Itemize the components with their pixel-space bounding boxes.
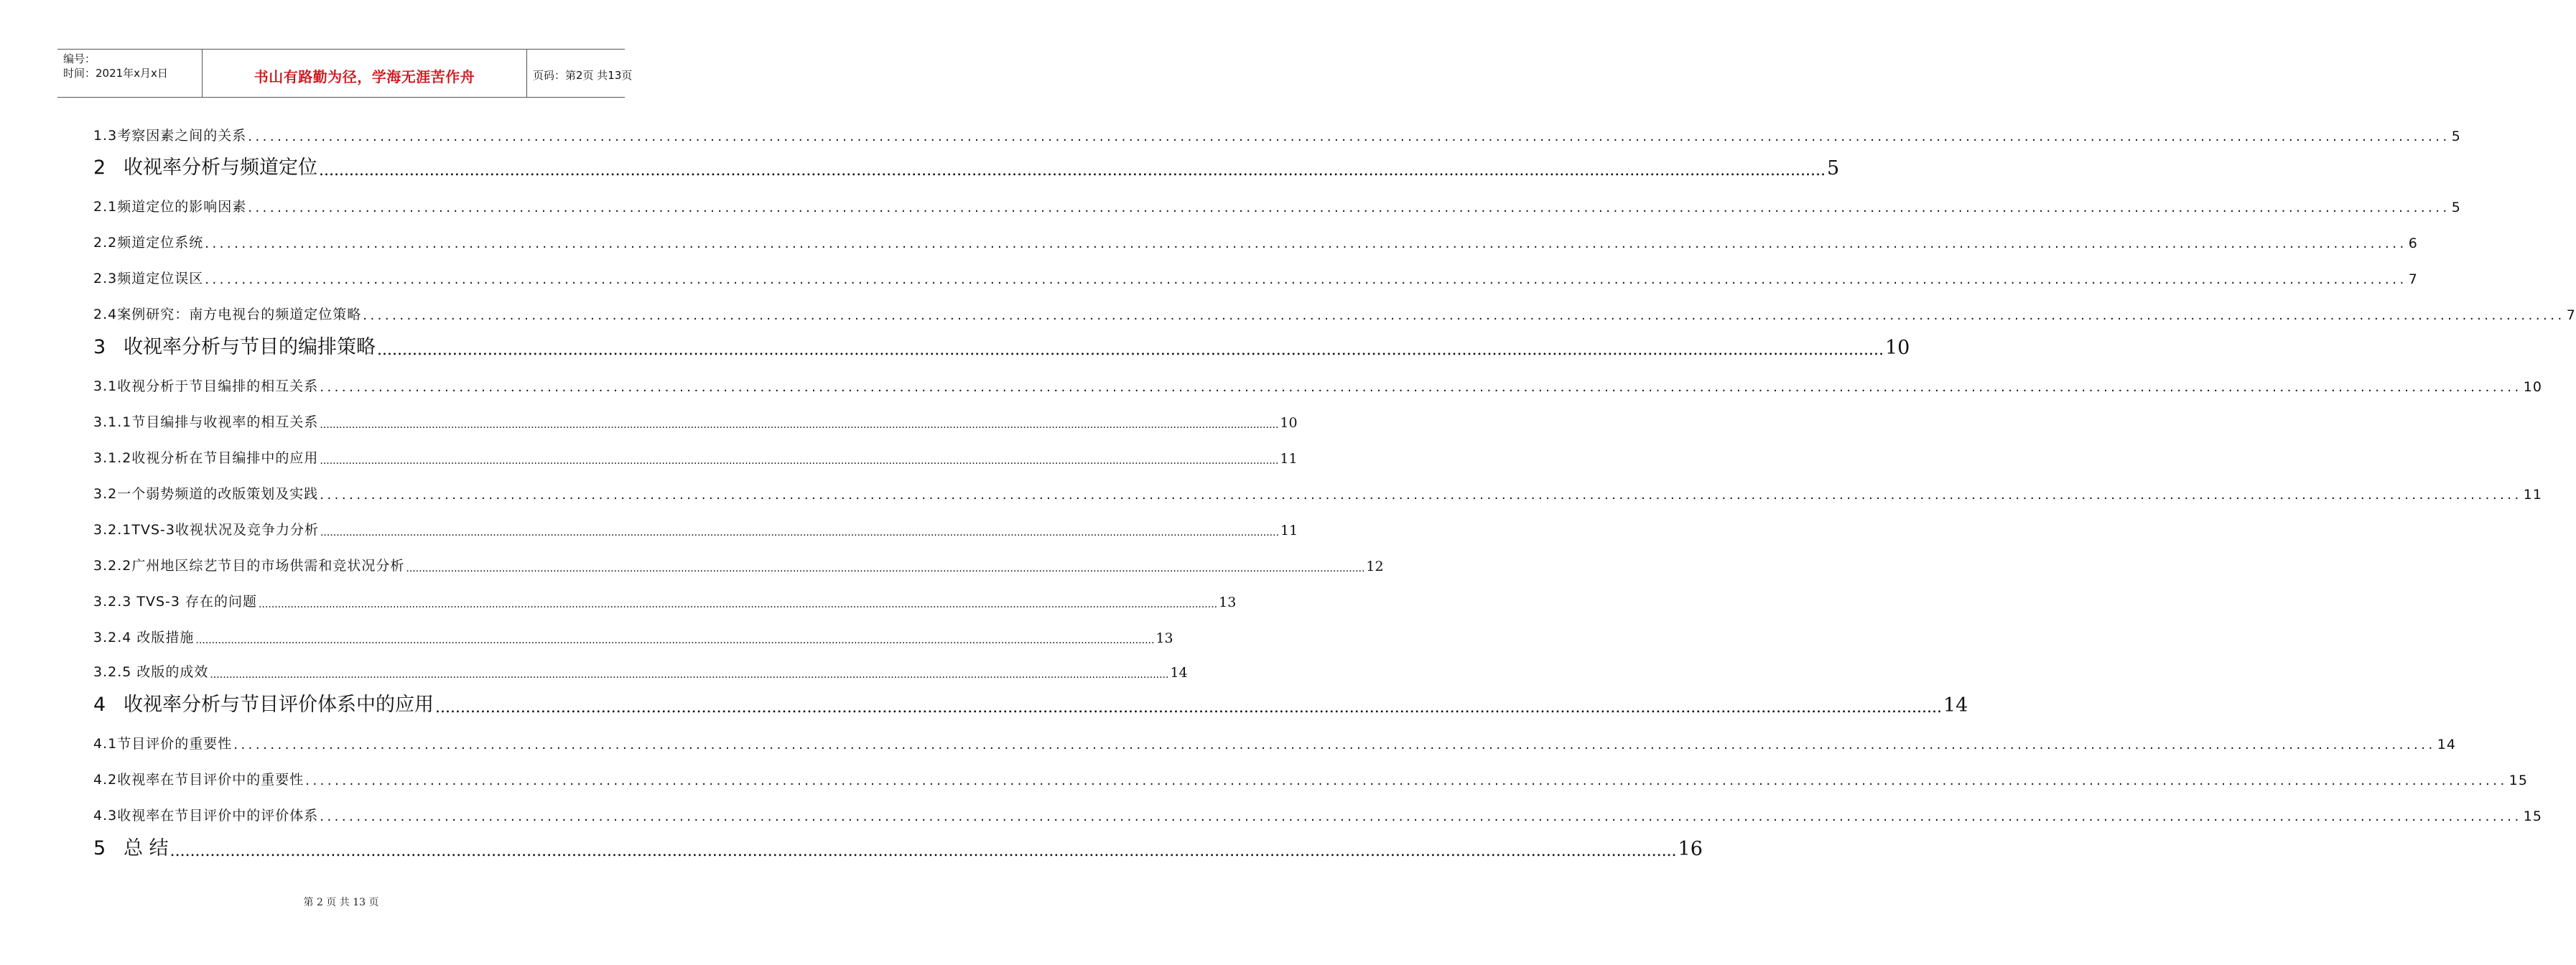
toc-entry[interactable] [93,191,2461,215]
toc-dot-leader: ............................................................................................................................................................................................................................................................................................................ [305,773,2508,788]
toc-page-number: 14 [2437,737,2456,752]
toc-dot-leader: ............................................................................................................................................................................................................................................................................................................ [319,162,1826,180]
toc-dot-leader: ............................................................................................................................................................................................................................................................................................................ [169,842,1677,860]
toc-entry-title: 2.1频道定位的影响因素 [93,199,247,215]
toc-page-number: 5 [2451,129,2461,144]
toc-entry[interactable] [93,263,2418,287]
toc-entry-title: 2.3频道定位误区 [93,271,204,286]
toc-dot-leader: ............................................................................................................................................................................................................................................................................................................ [320,488,2522,503]
toc-dot-leader: ............................................................................................................................................................................................................................................................................................................ [377,341,1884,359]
toc-chapter-number: 2 [93,157,106,179]
toc-page-number: 14 [1943,694,1968,717]
toc-entry-title: 3.2.5 改版的成效 [93,664,209,680]
date-label: 时间：2021年x月x日 [63,67,168,80]
toc-entry-title: 3.2.2广州地区综艺节目的市场供需和竞状况分析 [93,558,405,574]
toc-entry[interactable] [93,836,1703,860]
toc-dot-leader: ............................................................................................................................................................................................................................................................................................................ [320,419,1279,431]
toc-entry[interactable] [93,692,1968,717]
toc-dot-leader: ............................................................................................................................................................................................................................................................................................................ [248,129,2450,144]
toc-entry[interactable] [93,370,2542,395]
header-motto: 书山有路勤为径，学海无涯苦作舟 [254,68,475,85]
toc-entry[interactable] [93,155,1840,180]
toc-entry[interactable] [93,227,2418,251]
toc-dot-leader: ............................................................................................................................................................................................................................................................................................................ [259,599,1218,610]
toc-entry-title: 3.2.1TVS-3收视状况及竞争力分析 [93,522,319,538]
toc-page-number: 13 [1219,595,1237,610]
toc-page-number: 11 [1280,523,1298,539]
toc-entry-title: 2.2频道定位系统 [93,235,204,251]
toc-dot-leader: ............................................................................................................................................................................................................................................................................................................ [233,737,2436,752]
toc-page-number: 5 [1826,157,1840,180]
toc-entry[interactable] [93,586,1237,610]
toc-entry-title: 2.4案例研究：南方电视台的频道定位策略 [93,307,362,322]
toc-entry-title [93,832,169,860]
toc-dot-leader: ............................................................................................................................................................................................................................................................................................................ [205,236,2407,251]
toc-entry[interactable] [93,120,2461,144]
toc-page-number: 16 [1678,838,1703,860]
toc-page-number: 7 [2408,271,2418,287]
toc-dot-leader: ............................................................................................................................................................................................................................................................................................................ [248,200,2450,215]
toc-page-number: 13 [1156,630,1173,646]
toc-entry[interactable] [93,622,1173,646]
toc-page-number: 11 [1280,451,1298,467]
toc-entry-title: 3.2.3 TVS-3 存在的问题 [93,594,258,610]
toc-dot-leader: ............................................................................................................................................................................................................................................................................................................ [195,635,1155,646]
toc-entry-title: 1.3考察因素之间的关系 [93,128,247,144]
toc-page-number: 5 [2451,200,2461,215]
toc-chapter-number: 3 [93,336,106,358]
toc-entry-title: 3.1.2收视分析在节目编排中的应用 [93,450,319,466]
toc-chapter-title: 收视率分析与频道定位 [124,157,317,179]
toc-entry[interactable] [93,800,2542,824]
toc-dot-leader: ............................................................................................................................................................................................................................................................................................................ [320,380,2522,395]
toc-entry[interactable] [93,514,1298,539]
toc-entry-title: 4.3收视率在节目评价中的评价体系 [93,808,319,824]
toc-page-number: 12 [1366,559,1384,574]
toc-entry[interactable] [93,550,1384,574]
toc-entry-title [93,331,376,359]
toc-entry-title [93,151,317,180]
toc-dot-leader: ............................................................................................................................................................................................................................................................................................................ [320,455,1279,467]
toc-page-number: 10 [2523,379,2542,395]
toc-entry[interactable] [93,656,1188,681]
toc-dot-leader: ............................................................................................................................................................................................................................................................................................................ [205,272,2407,287]
toc-entry[interactable] [93,764,2528,788]
toc-dot-leader: ............................................................................................................................................................................................................................................................................................................ [320,527,1280,539]
toc-entry[interactable] [93,406,1298,431]
doc-number-label: 编号： [63,52,96,65]
page-footer: 第 2 页 共 13 页 [303,897,379,908]
toc-page-number: 7 [2566,307,2576,323]
toc-entry[interactable] [93,478,2542,503]
toc-page-number: 11 [2523,487,2542,503]
toc-entry[interactable] [93,728,2456,752]
toc-entry[interactable] [93,335,1910,359]
toc-entry[interactable] [93,442,1298,467]
toc-chapter-title: 收视率分析与节目评价体系中的应用 [124,694,434,716]
toc-dot-leader: ............................................................................................................................................................................................................................................................................................................ [210,669,1169,681]
toc-chapter-number: 4 [93,694,106,716]
toc-dot-leader: ............................................................................................................................................................................................................................................................................................................ [406,563,1365,574]
toc-entry-title: 3.2一个弱势频道的改版策划及实践 [93,486,319,502]
toc-entry-title [93,689,434,717]
toc-chapter-number: 5 [93,837,106,859]
toc-page-number: 10 [1884,337,1910,359]
toc-entry-title: 3.1收视分析于节目编排的相互关系 [93,378,319,394]
toc-dot-leader: ............................................................................................................................................................................................................................................................................................................ [435,699,1942,717]
toc-entry[interactable] [93,299,2576,323]
header-page-code: 页码：第2页 共13页 [533,69,633,82]
toc-page-number: 10 [1280,415,1298,431]
toc-entry-title: 3.2.4 改版措施 [93,630,195,645]
toc-entry-title: 4.1节目评价的重要性 [93,736,233,752]
toc-entry-title: 4.2收视率在节目评价中的重要性 [93,772,304,788]
toc-page-number: 15 [2523,808,2542,824]
toc-page-number: 15 [2508,773,2528,788]
toc-page-number: 14 [1170,665,1188,681]
toc-dot-leader: ............................................................................................................................................................................................................................................................................................................ [363,308,2565,323]
toc-entry-title: 3.1.1节目编排与收视率的相互关系 [93,414,319,430]
toc-chapter-title: 收视率分析与节目的编排策略 [124,336,376,358]
toc-page-number: 6 [2408,236,2418,251]
toc-chapter-title: 总 结 [124,837,169,859]
toc-dot-leader: ............................................................................................................................................................................................................................................................................................................ [320,809,2522,824]
